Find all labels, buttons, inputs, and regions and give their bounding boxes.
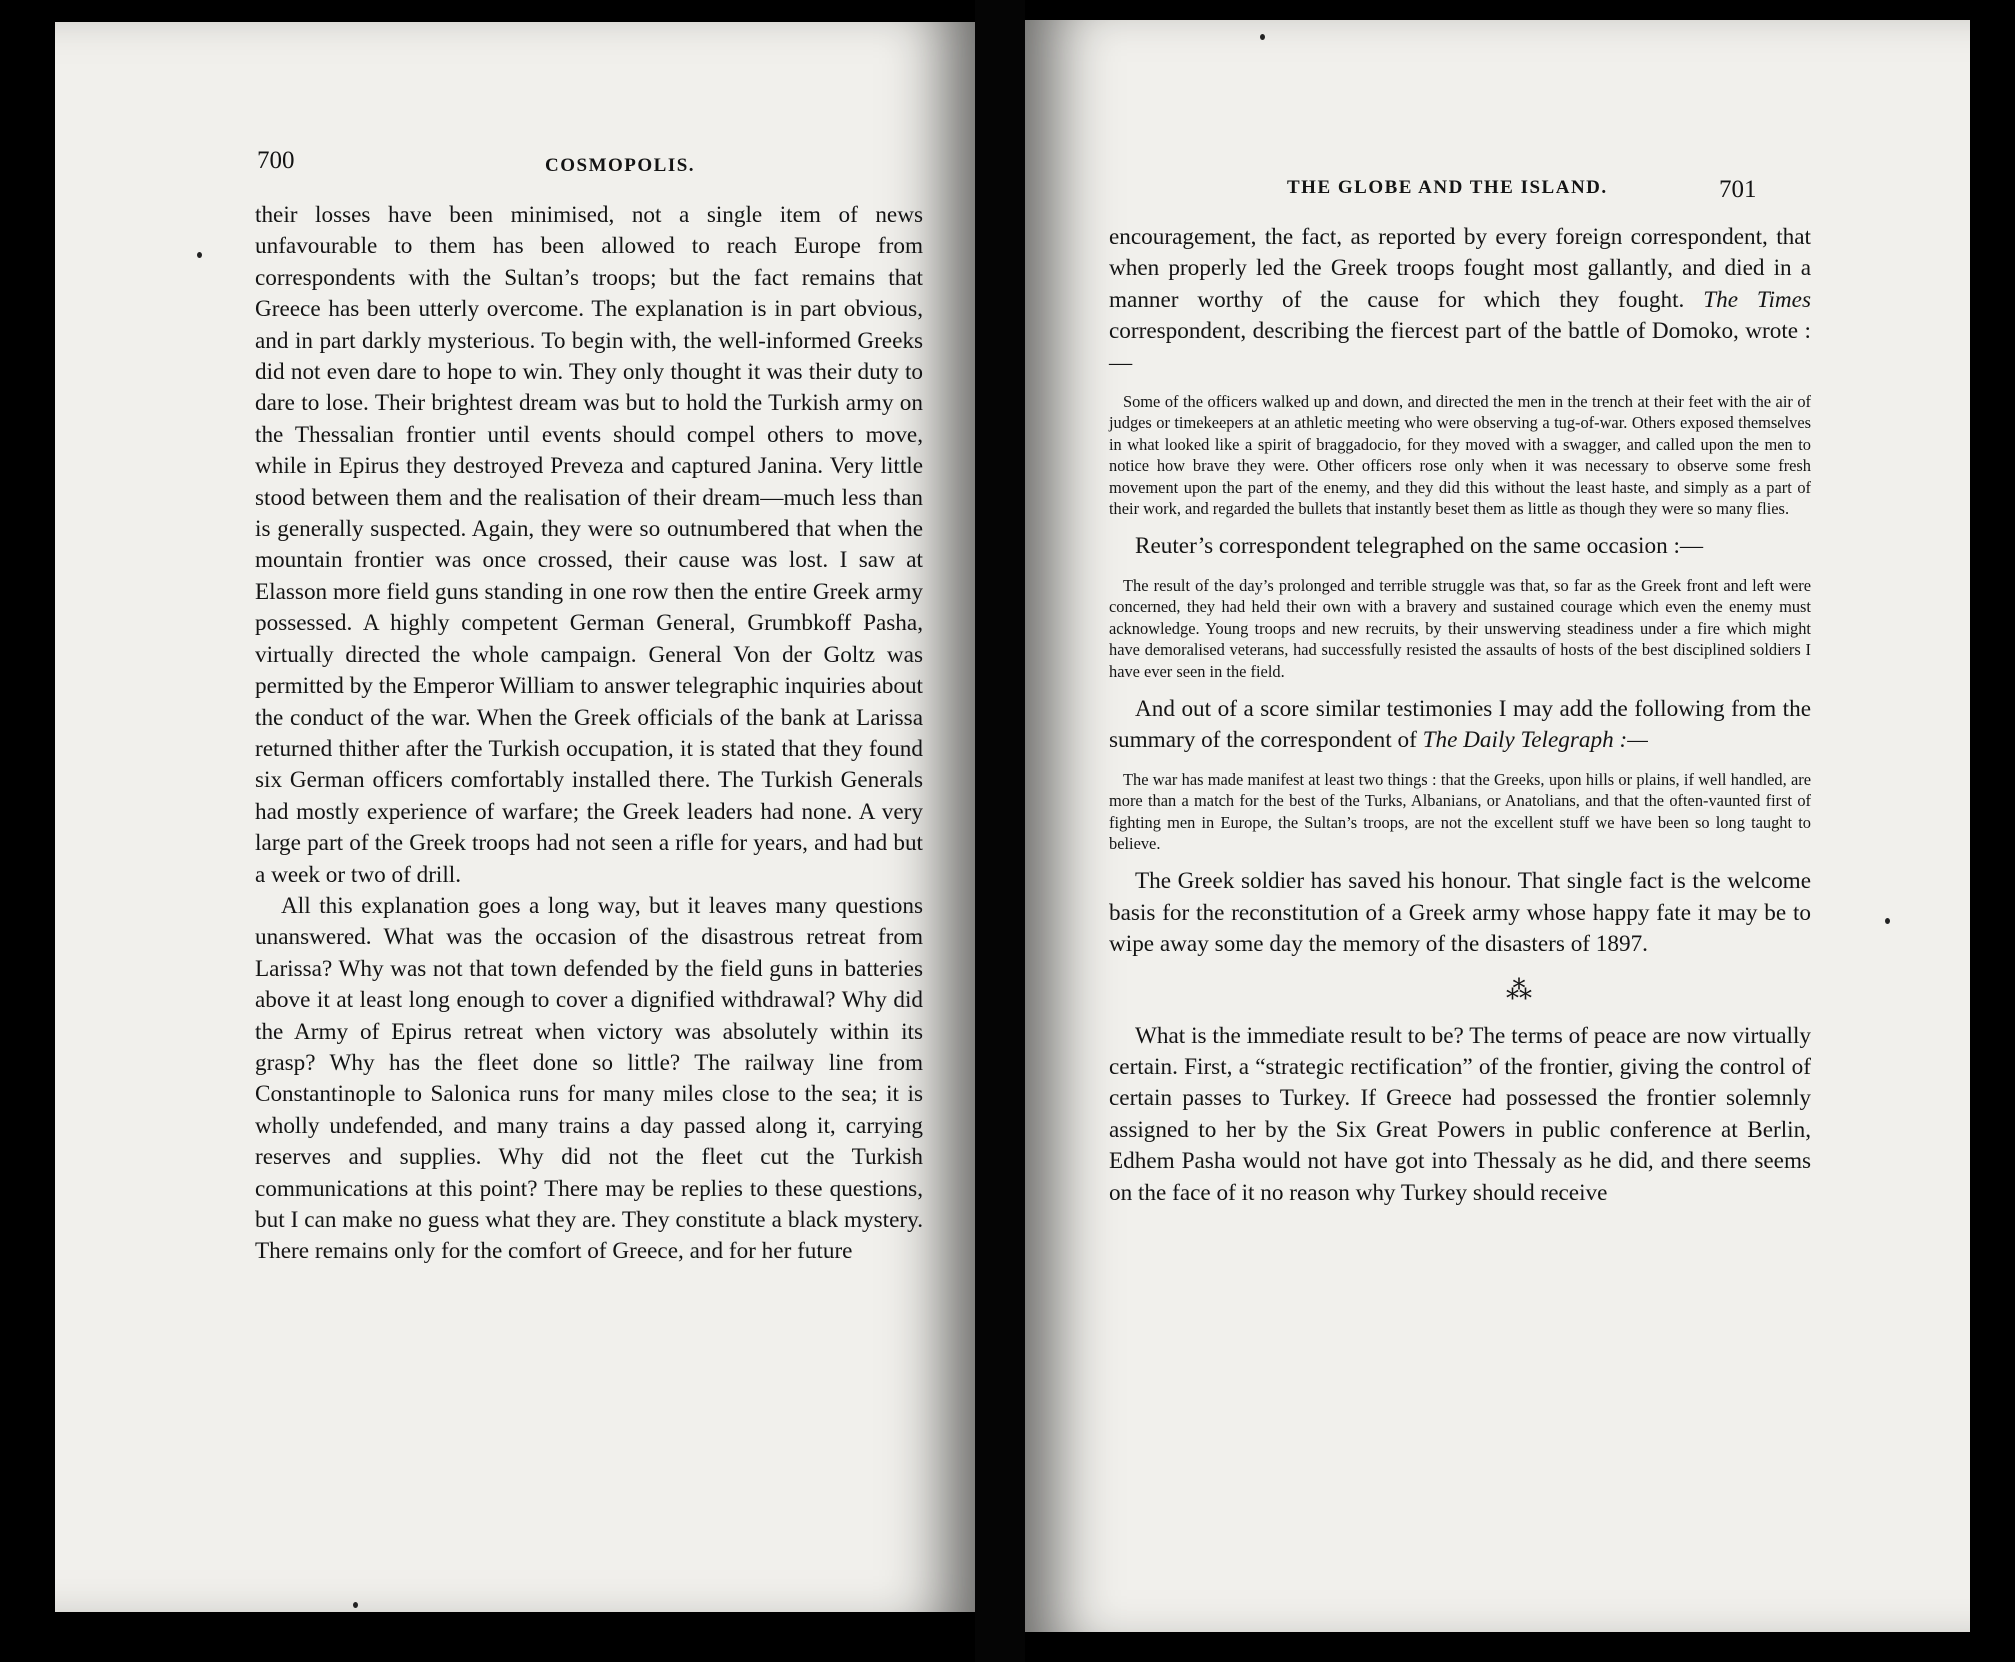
right-paragraph-1-end: correspondent, describing the fiercest part of the battle of Domoko, wrote :— [1109,318,1811,376]
print-speck [1260,34,1265,40]
right-paragraph-5: What is the immediate result to be? The terms of peace are now virtually certain. First, a “strategic rectification” of the frontier, giving the control of certain passes to Turkey. If Greece had possessed the frontier solemnly assigned to her by the Six Great Powers in public conference at Berlin, Edhem Pasha would not have got into Thessaly as he did, and there seems on the face of it no reason why Turkey should receive [1109,1022,1811,1206]
print-speck [1885,918,1890,924]
right-text-column [1109,222,1811,1209]
newspaper-title-telegraph: The Daily Telegraph :— [1422,727,1648,754]
right-paragraph-4: The Greek soldier has saved his honour. That single fact is the welcome basis for the reconstitution of a Greek army whose happy fate it may be to wipe away some day the memory of the disasters of 1897. [1109,868,1811,958]
newspaper-title-times: The Times [1703,286,1811,313]
print-speck [197,252,202,258]
right-page [1025,20,1970,1632]
right-paragraph-3-start: And out of a score similar testimonies I may add the following from the summary of the correspondent of [1109,695,1811,754]
right-paragraph-3 [1109,694,1811,757]
page-number-left: 700 [257,147,295,174]
right-paragraph-2: Reuter’s correspondent telegraphed on the same occasion :— [1135,533,1704,560]
left-text-column [255,200,923,1268]
block-quote-times: Some of the officers walked up and down, and directed the men in the trench at their feet with the air of judges or timekeepers at an athletic meeting who were observing a tug-of-war. Others exposed themselves in what looked like a spirit of braggadocio, for they moved with a swagger, and called upon the men to notice how brave they were. Other officers rose only when it was necessary to observe some fresh movement upon the part of the enemy, and they did this without the least haste, and simply as a part of their work, and regarded the bullets that instantly beset them as little as though they were so many flies. [1109,392,1811,519]
book-gutter [975,0,1025,1662]
block-quote-reuter: The result of the day’s prolonged and terrible struggle was that, so far as the Greek front and left were concerned, they had held their own with a bravery and sustained courage which even the enemy must acknowledge. Young troops and new recruits, by their unswerving steadiness under a fire which might have demoralised veterans, had successfully resisted the assaults of hosts of the best disciplined soldiers I have ever seen in the field. [1109,575,1811,681]
right-paragraph-1 [1109,222,1811,379]
running-head-left: COSMOPOLIS. [545,155,696,176]
left-page [55,22,975,1612]
running-head-right: THE GLOBE AND THE ISLAND. [1287,177,1608,198]
block-quote-telegraph: The war has made manifest at least two things : that the Greeks, upon hills or plains, if well handled, are more than a match for the best of the Turks, Albanians, or Anatolians, and that the often-vaunted first of fighting men in Europe, the Sultan’s troops, are not the excellent stuff we have been so long taught to believe. [1109,769,1811,853]
right-paragraph-1-start: encouragement, the fact, as reported by every foreign correspondent, that when properly led the Greek troops fought most gallantly, and died in a manner worthy of the cause for which they fought. [1109,224,1811,313]
print-speck [353,1602,358,1608]
left-paragraph-2: All this explanation goes a long way, but it leaves many questions unanswered. What was the occasion of the disastrous retreat from Larissa? Why was not that town defended by the field guns in batteries above it at least long enough to cover a dignified withdrawal? Why did the Army of Epirus retreat when victory was absolutely within its grasp? Why has the fleet done so little? The railway line from Constantinople to Salonica runs for many miles close to the sea; it is wholly undefended, and many trains a day passed along it, carrying reserves and supplies. Why did not the fleet cut the Turkish communications at this point? There may be replies to these questions, but I can make no guess what they are. They constitute a black mystery. There remains only for the comfort of Greece, and for her future [255,892,923,1265]
asterism-divider: ⁂ [1506,975,1534,1005]
left-paragraph-1: their losses have been minimised, not a single item of news unfavourable to them has been allowed to reach Europe from correspondents with the Sultan’s troops; but the fact remains that Greece has been utterly overcome. The explanation is in part obvious, and in part darkly mysterious. To begin with, the well-informed Greeks did not even dare to hope to win. They only thought it was their duty to dare to lose. Their brightest dream was but to hold the Turkish army on the Thessalian frontier until events should compel others to move, while in Epirus they destroyed Preveza and captured Janina. Very little stood between them and the realisation of their dream—much less than is generally suspected. Again, they were so outnumbered that when the mountain frontier was once crossed, their cause was lost. I saw at Elasson more field guns standing in one row then the entire Greek army possessed. A highly competent German General, Grumbkoff Pasha, virtually directed the whole campaign. General Von der Goltz was permitted by the Emperor William to answer telegraphic inquiries about the conduct of the war. When the Greek officials of the bank at Larissa returned thither after the Turkish occupation, it is stated that they found six German officers comfortably installed there. The Turkish Generals had mostly experience of warfare; the Greek leaders had none. A very large part of the Greek troops had not seen a rifle for years, and had but a week or two of drill. [255,202,923,888]
page-number-right: 701 [1719,176,1757,203]
